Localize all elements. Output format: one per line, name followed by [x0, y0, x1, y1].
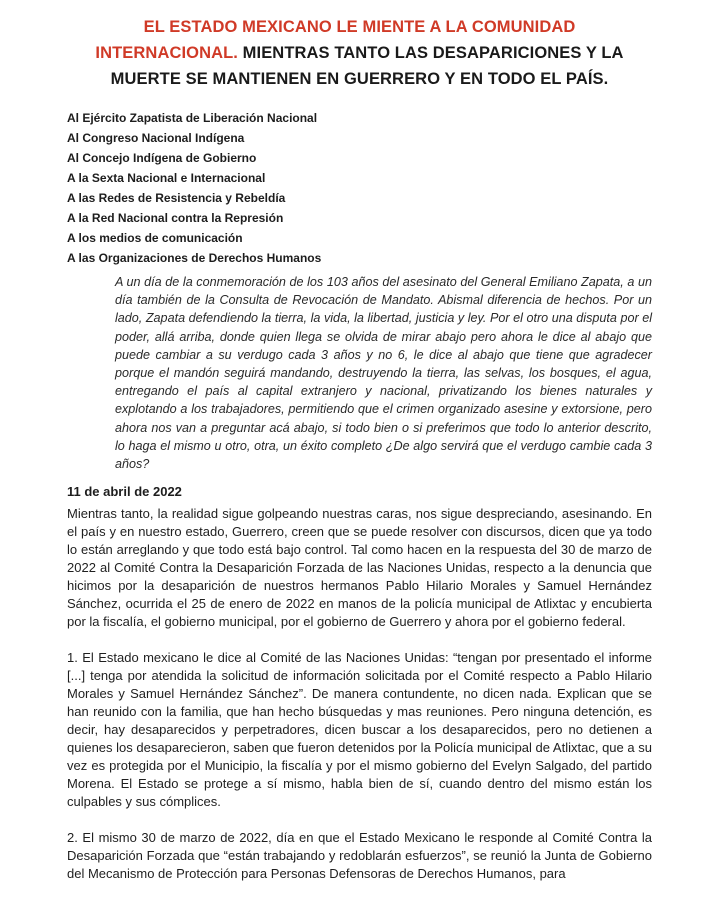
body-paragraph-3: 2. El mismo 30 de marzo de 2022, día en que el Estado Mexicano le responde al Comité Contra la Desaparición Forzada que “están trabajando y redoblarán esfuerzos”, se reunió la Junta de Gobierno del Mecanismo de Protección para Personas Defensoras de Derechos Humanos, para [67, 830, 652, 882]
title-line1-red: EL ESTADO MEXICANO LE MIENTE A LA COMUNIDAD [143, 18, 576, 36]
addressee-list [67, 108, 652, 268]
addressee-item-redes: A las Redes de Resistencia y Rebeldía [67, 191, 286, 205]
body-paragraph-1: Mientras tanto, la realidad sigue golpeando nuestras caras, nos sigue despreciando, asesinando. En el país y en nuestro estado, Guerrero, creen que se puede resolver con discursos, dicen que ya todo lo están arreglando y que todo está bajo control. Tal como hacen en la respuesta del 30 de marzo de 2022 al Comité Contra la Desaparición Forzada de las Naciones Unidas, respecto a la denuncia que hicimos por la desaparición de nuestros hermanos Pablo Hilario Morales y Samuel Hernández Sánchez, ocurrida el 25 de enero de 2022 en manos de la policía municipal de Atlixtac y encubierta por la fiscalía, el gobierno municipal, por el gobierno de Guerrero y ahora por el gobierno federal. [67, 506, 652, 630]
epigraph-paragraph: A un día de la conmemoración de los 103 años del asesinato del General Emiliano Zapata, a un día también de la Consulta de Revocación de Mandato. Abismal diferencia de hechos. Por un lado, Zapata defendiendo la tierra, la vida, la libertad, justicia y ley. Por el otro una disputa por el poder, allá arriba, donde quien llega se olvida de mirar abajo pero ahora le dice al abajo que puede cambiar a su verdugo cada 3 años y no 6, le dice al abajo que tiene que agradecer porque el mandón seguirá mandando, destruyendo la tierra, las selvas, los bosques, el agua, entregando el país al capital extranjero y nacional, privatizando los bienes naturales y explotando a los trabajadores, permitiendo que el crimen organizado asesine y extorsione, pero ahora nos van a preguntar acá abajo, si todo bien o si preferimos que todo lo anterior descrito, lo haga el mismo u otro, otra, un éxito completo ¿De algo servirá que el verdugo cambie cada 3 años? [115, 275, 652, 472]
addressee-item-cni: Al Congreso Nacional Indígena [67, 131, 245, 145]
title-line2-red: INTERNACIONAL. [95, 44, 238, 62]
addressee-item-medios: A los medios de comunicación [67, 231, 243, 245]
addressee-item-red-nacional: A la Red Nacional contra la Represión [67, 211, 284, 225]
addressee-item-cig: Al Concejo Indígena de Gobierno [67, 151, 257, 165]
title-line3-black: MUERTE SE MANTIENEN EN GUERRERO Y EN TODO EL PAÍS. [110, 70, 609, 88]
date-heading: 11 de abril de 2022 [67, 484, 182, 500]
addressee-item-sexta: A la Sexta Nacional e Internacional [67, 171, 266, 185]
addressee-item-ezln: Al Ejército Zapatista de Liberación Nacional [67, 111, 318, 125]
body-paragraph-2: 1. El Estado mexicano le dice al Comité de las Naciones Unidas: “tengan por presentado el informe [...] tenga por atendida la solicitud de información solicitada por el Comité respecto a Pablo Hilario Morales y Samuel Hernández Sánchez”. De manera contundente, no dicen nada. Explican que se han reunido con la familia, que han hecho búsquedas y mas reuniones. Pero ninguna detención, es decir, hay desaparecidos y perpetradores, dicen buscar a los desaparecidos, pero no detienen a quienes los desaparecieron, saben que fueron detenidos por la Policía municipal de Atlixtac, que a su vez es protegida por el Municipio, la fiscalía y por el mismo gobierno del Evelyn Salgado, del partido Morena. El Estado se protege a sí mismo, habla bien de sí, cuando dentro del mismo están los culpables y sus cómplices. [67, 650, 652, 810]
document-title [67, 14, 652, 92]
addressee-item-ddhh: A las Organizaciones de Derechos Humanos [67, 251, 322, 265]
title-line2-black: MIENTRAS TANTO LAS DESAPARICIONES Y LA [242, 44, 624, 62]
